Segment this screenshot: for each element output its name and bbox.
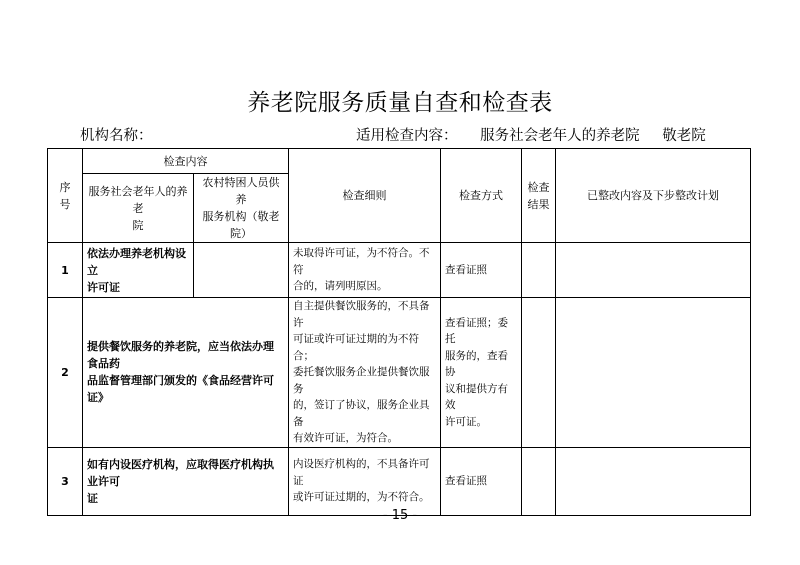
header-method: 检查方式 bbox=[441, 149, 522, 243]
scope-line bbox=[356, 124, 724, 145]
row-method: 查看证照；委托 服务的，查看协 议和提供方有效 许可证。 bbox=[441, 298, 522, 448]
row-result bbox=[522, 298, 556, 448]
row-details: 自主提供餐饮服务的，不具备许 可证或许可证过期的为不符合； 委托餐饮服务企业提供餐饮服务 的，签订了协议，服务企业具备 有效许可证，为符合。 bbox=[289, 298, 441, 448]
table-row bbox=[48, 447, 751, 515]
row-result bbox=[522, 447, 556, 515]
scope-value-social: 服务社会老年人的养老院 bbox=[480, 128, 640, 144]
header-sub-social: 服务社会老年人的养老 院 bbox=[83, 174, 194, 243]
row-content: 如有内设医疗机构，应取得医疗机构执业许可 证 bbox=[83, 447, 289, 515]
row-details: 未取得许可证，为不符合。不符 合的，请列明原因。 bbox=[289, 243, 441, 298]
header-plan: 已整改内容及下步整改计划 bbox=[556, 149, 751, 243]
row-details: 内设医疗机构的，不具备许可证 或许可证过期的，为不符合。 bbox=[289, 447, 441, 515]
row-result bbox=[522, 243, 556, 298]
header-seq: 序 号 bbox=[48, 149, 83, 243]
header-result: 检查 结果 bbox=[522, 149, 556, 243]
page-number: - 15 - bbox=[382, 508, 418, 523]
header-details: 检查细则 bbox=[289, 149, 441, 243]
header-check-content: 检查内容 bbox=[83, 149, 289, 174]
row-plan bbox=[556, 298, 751, 448]
page-title: 养老院服务质量自查和检查表 bbox=[247, 90, 553, 116]
row-seq: 3 bbox=[48, 447, 83, 515]
row-content: 提供餐饮服务的养老院，应当依法办理食品药 品监督管理部门颁发的《食品经营许可证》 bbox=[83, 298, 289, 448]
table-row bbox=[48, 298, 751, 448]
row-content-rural bbox=[194, 243, 289, 298]
row-plan bbox=[556, 447, 751, 515]
row-method: 查看证照 bbox=[441, 447, 522, 515]
row-seq: 1 bbox=[48, 243, 83, 298]
row-seq: 2 bbox=[48, 298, 83, 448]
header-sub-rural: 农村特困人员供养 服务机构（敬老院） bbox=[194, 174, 289, 243]
row-content: 依法办理养老机构设立 许可证 bbox=[83, 243, 194, 298]
row-method: 查看证照 bbox=[441, 243, 522, 298]
row-plan bbox=[556, 243, 751, 298]
scope-value-rural: 敬老院 bbox=[662, 128, 706, 144]
scope-label: 适用检查内容： bbox=[356, 128, 458, 144]
inspection-table bbox=[47, 148, 751, 516]
table-row bbox=[48, 243, 751, 298]
org-name-label: 机构名称： bbox=[80, 128, 153, 144]
